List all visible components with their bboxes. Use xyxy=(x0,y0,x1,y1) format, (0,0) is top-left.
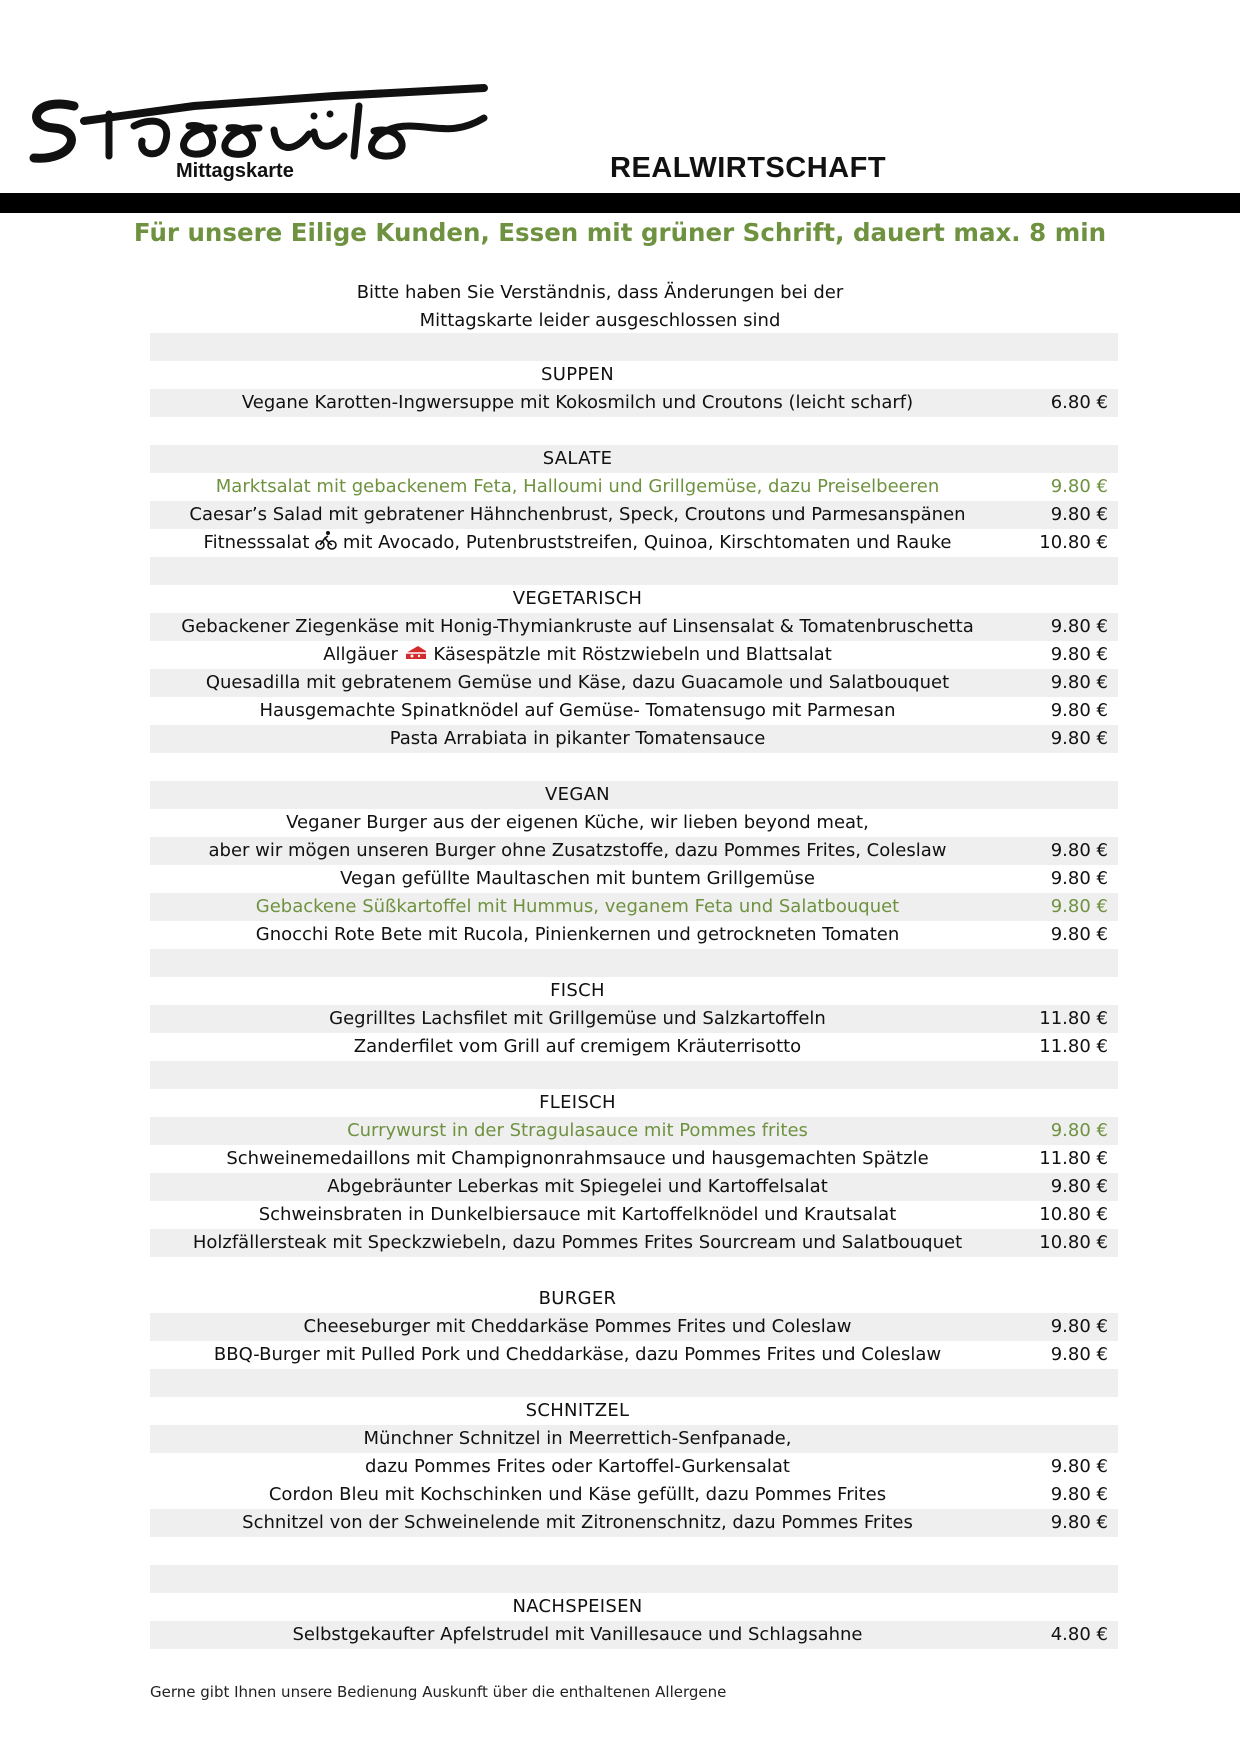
dish-price: 4.80 € xyxy=(1050,1624,1108,1645)
dish-prefix: Allgäuer xyxy=(323,644,404,665)
menu-item-row xyxy=(150,613,1118,641)
menu-item-row xyxy=(150,501,1118,529)
menu-item-row xyxy=(150,1621,1118,1649)
dish-name: Schnitzel von der Schweinelende mit Zitronenschnitz, dazu Pommes Frites xyxy=(242,1512,913,1533)
dish-name: Quesadilla mit gebratenem Gemüse und Käse, dazu Guacamole und Salatbouquet xyxy=(205,672,950,693)
section-title: VEGETARISCH xyxy=(512,588,643,609)
dish-text: mit Avocado, Putenbruststreifen, Quinoa, Kirschtomaten und Rauke xyxy=(337,532,952,553)
section-title: FISCH xyxy=(550,980,605,1001)
allergen-footer: Gerne gibt Ihnen unsere Bedienung Auskunft über die enthaltenen Allergene xyxy=(150,1683,727,1701)
menu-item-row xyxy=(150,1173,1118,1201)
dish-price: 9.80 € xyxy=(1050,644,1108,665)
menu-item-row xyxy=(150,921,1118,949)
menu-item-row xyxy=(150,1453,1118,1481)
cyclist-icon xyxy=(315,529,337,560)
dish-name: Vegane Karotten-Ingwersuppe mit Kokosmilch und Croutons (leicht scharf) xyxy=(241,392,914,413)
spacer-row xyxy=(150,753,1118,781)
menu-item-row xyxy=(150,1481,1118,1509)
menu-item-row xyxy=(150,1229,1118,1257)
dish-name: BBQ-Burger mit Pulled Pork und Cheddarkäse, dazu Pommes Frites und Coleslaw xyxy=(213,1344,942,1365)
section-heading-row xyxy=(150,1285,1118,1313)
spacer-row xyxy=(150,1537,1118,1565)
section-title: BURGER xyxy=(538,1288,617,1309)
restaurant-tagline: REALWIRTSCHAFT xyxy=(610,152,887,184)
menu-item-row xyxy=(150,893,1118,921)
dish-price: 9.80 € xyxy=(1050,1456,1108,1477)
section-heading-row xyxy=(150,781,1118,809)
menu-item-row xyxy=(150,473,1118,501)
dish-price: 10.80 € xyxy=(1039,1204,1108,1225)
dish-name: Zanderfilet vom Grill auf cremigem Kräuterrisotto xyxy=(353,1036,802,1057)
dish-price: 9.80 € xyxy=(1050,728,1108,749)
section-title: SUPPEN xyxy=(541,364,614,385)
dish-prefix: Fitnesssalat xyxy=(203,532,316,553)
dish-name: Münchner Schnitzel in Meerrettich-Senfpanade, xyxy=(363,1428,792,1449)
section-title: VEGAN xyxy=(545,784,610,805)
menu-item-row xyxy=(150,1425,1118,1453)
menu-item-row xyxy=(150,837,1118,865)
menu-item-row xyxy=(150,1145,1118,1173)
dish-price: 9.80 € xyxy=(1050,672,1108,693)
menu-item-row xyxy=(150,1201,1118,1229)
dish-price: 9.80 € xyxy=(1050,1120,1108,1141)
dish-price: 9.80 € xyxy=(1050,476,1108,497)
spacer-row xyxy=(150,1565,1118,1593)
dish-name xyxy=(150,529,1005,560)
dish-price: 11.80 € xyxy=(1039,1036,1108,1057)
dish-price: 9.80 € xyxy=(1050,1176,1108,1197)
spacer-row xyxy=(150,1257,1118,1285)
section-heading-row xyxy=(150,1593,1118,1621)
dish-name: Gebackene Süßkartoffel mit Hummus, veganem Feta und Salatbouquet xyxy=(255,896,900,917)
dish-name: Holzfällersteak mit Speckzwiebeln, dazu Pommes Frites Sourcream und Salatbouquet xyxy=(192,1232,963,1253)
dish-name: Veganer Burger aus der eigenen Küche, wir lieben beyond meat, xyxy=(286,812,869,833)
dish-price: 9.80 € xyxy=(1050,1344,1108,1365)
dish-name: Currywurst in der Stragulasauce mit Pommes frites xyxy=(347,1120,808,1141)
dish-name: Gebackener Ziegenkäse mit Honig-Thymiankruste auf Linsensalat & Tomatenbruschetta xyxy=(181,616,974,637)
section-heading-row xyxy=(150,1397,1118,1425)
dish-price: 11.80 € xyxy=(1039,1148,1108,1169)
menu-item-row xyxy=(150,1313,1118,1341)
section-heading-row xyxy=(150,1089,1118,1117)
section-heading-row xyxy=(150,361,1118,389)
dish-price: 9.80 € xyxy=(1050,616,1108,637)
quick-service-notice: Für unsere Eilige Kunden, Essen mit grüner Schrift, dauert max. 8 min xyxy=(133,218,1107,247)
section-title: NACHSPEISEN xyxy=(512,1596,643,1617)
menu-item-row xyxy=(150,1509,1118,1537)
section-title: SCHNITZEL xyxy=(525,1400,630,1421)
dish-name: dazu Pommes Frites oder Kartoffel-Gurkensalat xyxy=(365,1456,790,1477)
dish-name: Marktsalat mit gebackenem Feta, Halloumi und Grillgemüse, dazu Preiselbeeren xyxy=(215,476,940,497)
dish-price: 9.80 € xyxy=(1050,504,1108,525)
dish-price: 6.80 € xyxy=(1050,392,1108,413)
menu-item-row xyxy=(150,1005,1118,1033)
menu-item-row xyxy=(150,641,1118,669)
spacer-row xyxy=(150,1061,1118,1089)
dish-text: Käsespätzle mit Röstzwiebeln und Blattsalat xyxy=(427,644,832,665)
dish-name: Selbstgekaufter Apfelstrudel mit Vanillesauce und Schlagsahne xyxy=(292,1624,863,1645)
dish-price: 9.80 € xyxy=(1050,868,1108,889)
header-rule xyxy=(0,193,1240,213)
dish-price: 9.80 € xyxy=(1050,924,1108,945)
dish-price: 9.80 € xyxy=(1050,700,1108,721)
dish-name: Cheeseburger mit Cheddarkäse Pommes Frites und Coleslaw xyxy=(303,1316,852,1337)
menu-item-row xyxy=(150,1117,1118,1145)
intro-text xyxy=(240,279,960,335)
spacer-row xyxy=(150,417,1118,445)
dish-price: 9.80 € xyxy=(1050,896,1108,917)
dish-price: 9.80 € xyxy=(1050,1484,1108,1505)
menu-item-row xyxy=(150,865,1118,893)
menu-subtitle: Mittagskarte xyxy=(176,160,294,182)
menu-item-row xyxy=(150,389,1118,417)
dish-name: Gegrilltes Lachsfilet mit Grillgemüse und Salzkartoffeln xyxy=(329,1008,826,1029)
section-title: SALATE xyxy=(542,448,613,469)
dish-price: 11.80 € xyxy=(1039,1008,1108,1029)
stragula-logo xyxy=(14,66,534,166)
menu-item-row xyxy=(150,809,1118,837)
dish-price: 9.80 € xyxy=(1050,1512,1108,1533)
spacer-row xyxy=(150,949,1118,977)
section-title: FLEISCH xyxy=(539,1092,616,1113)
spacer-row xyxy=(150,1369,1118,1397)
dish-price: 9.80 € xyxy=(1050,1316,1108,1337)
dish-name: Abgebräunter Leberkas mit Spiegelei und Kartoffelsalat xyxy=(327,1176,828,1197)
intro-line-2: Mittagskarte leider ausgeschlossen sind xyxy=(419,310,781,331)
section-heading-row xyxy=(150,977,1118,1005)
cheese-icon xyxy=(404,643,428,672)
menu-item-row xyxy=(150,669,1118,697)
dish-name: Pasta Arrabiata in pikanter Tomatensauce xyxy=(389,728,766,749)
dish-name: Hausgemachte Spinatknödel auf Gemüse- Tomatensugo mit Parmesan xyxy=(259,700,896,721)
spacer-row xyxy=(150,557,1118,585)
intro-line-1: Bitte haben Sie Verständnis, dass Änderungen bei der xyxy=(356,282,844,303)
dish-name: Vegan gefüllte Maultaschen mit buntem Grillgemüse xyxy=(340,868,815,889)
menu-item-row xyxy=(150,697,1118,725)
menu-item-row xyxy=(150,529,1118,557)
menu-item-row xyxy=(150,1341,1118,1369)
section-heading-row xyxy=(150,445,1118,473)
spacer-row xyxy=(150,333,1118,361)
dish-name: aber wir mögen unseren Burger ohne Zusatzstoffe, dazu Pommes Frites, Coleslaw xyxy=(208,840,947,861)
menu-item-row xyxy=(150,1033,1118,1061)
menu-list xyxy=(150,333,1118,1649)
dish-name xyxy=(150,641,1005,672)
dish-price: 9.80 € xyxy=(1050,840,1108,861)
menu-item-row xyxy=(150,725,1118,753)
dish-name: Schweinemedaillons mit Champignonrahmsauce und hausgemachten Spätzle xyxy=(226,1148,929,1169)
dish-price: 10.80 € xyxy=(1039,532,1108,553)
section-heading-row xyxy=(150,585,1118,613)
dish-name: Cordon Bleu mit Kochschinken und Käse gefüllt, dazu Pommes Frites xyxy=(268,1484,887,1505)
dish-name: Caesar’s Salad mit gebratener Hähnchenbrust, Speck, Croutons und Parmesanspänen xyxy=(189,504,966,525)
dish-name: Schweinsbraten in Dunkelbiersauce mit Kartoffelknödel und Krautsalat xyxy=(258,1204,897,1225)
dish-name: Gnocchi Rote Bete mit Rucola, Pinienkernen und getrockneten Tomaten xyxy=(255,924,900,945)
dish-price: 10.80 € xyxy=(1039,1232,1108,1253)
